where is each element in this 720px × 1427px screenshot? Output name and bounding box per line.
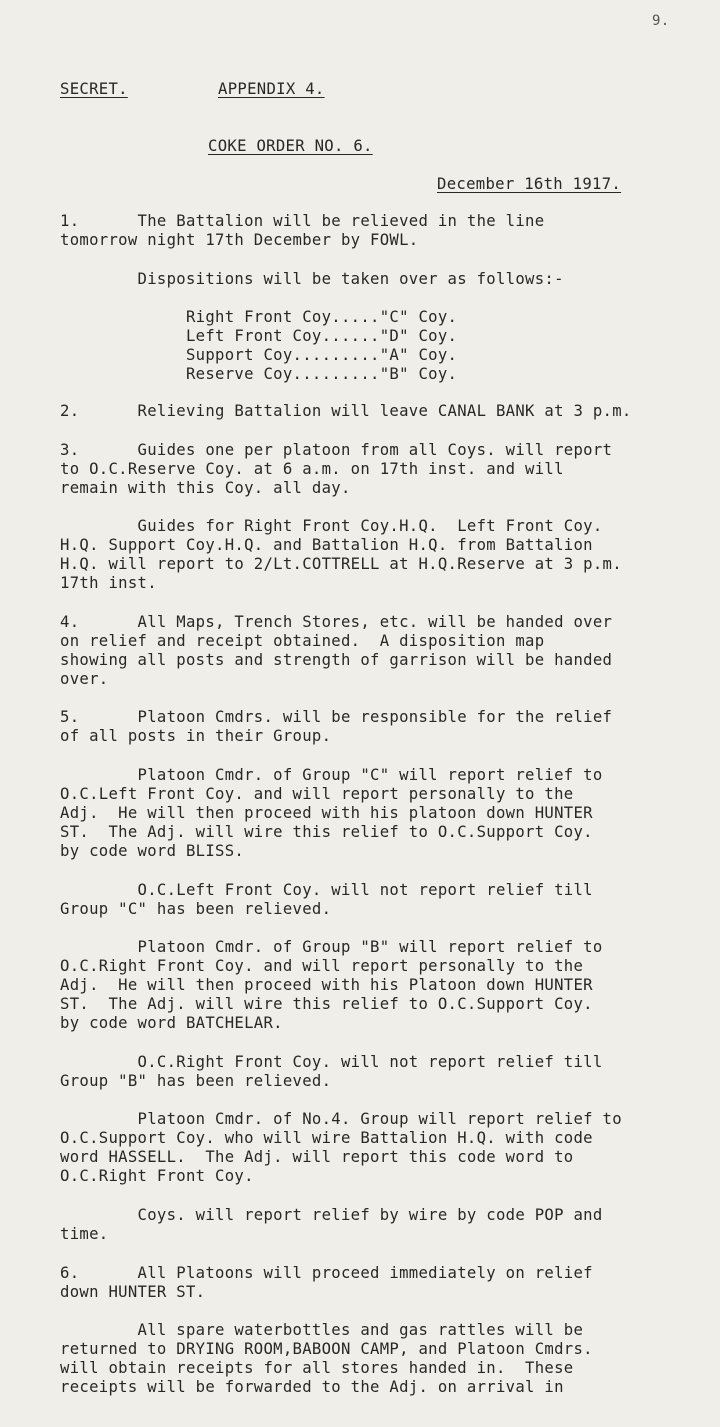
body-line: O.C.Support Coy. who will wire Battalion H.Q. with code (60, 1129, 593, 1147)
body-line: tomorrow night 17th December by FOWL. (60, 231, 419, 249)
body-line: 4. All Maps, Trench Stores, etc. will be handed over (60, 613, 613, 631)
body-line: O.C.Right Front Coy. (60, 1167, 254, 1185)
body-line: time. (60, 1225, 109, 1243)
body-line: receipts will be forwarded to the Adj. on arrival in (60, 1378, 564, 1396)
body-line: O.C.Right Front Coy. and will report personally to the (60, 957, 584, 975)
body-line: H.Q. will report to 2/Lt.COTTRELL at H.Q.Reserve at 3 p.m. (60, 555, 622, 573)
body-line: 3. Guides one per platoon from all Coys. will report (60, 441, 613, 459)
body-line: word HASSELL. The Adj. will report this code word to (60, 1148, 574, 1166)
body-line: Support Coy........."A" Coy. (60, 346, 458, 364)
body-line: O.C.Right Front Coy. will not report relief till (60, 1053, 603, 1071)
body-line: to O.C.Reserve Coy. at 6 a.m. on 17th inst. and will (60, 460, 564, 478)
body-line: of all posts in their Group. (60, 727, 332, 745)
body-line: Group "C" has been relieved. (60, 900, 332, 918)
body-line: ST. The Adj. will wire this relief to O.C.Support Coy. (60, 995, 593, 1013)
body-line: showing all posts and strength of garrison will be handed (60, 651, 613, 669)
body-line: 17th inst. (60, 574, 157, 592)
page-number: 9. (652, 13, 670, 29)
body-line: Platoon Cmdr. of Group "B" will report relief to (60, 938, 603, 956)
body-line: down HUNTER ST. (60, 1283, 206, 1301)
body-line: Adj. He will then proceed with his Platoon down HUNTER (60, 976, 593, 994)
document-title: COKE ORDER NO. 6. (208, 137, 373, 155)
body-line: Adj. He will then proceed with his platoon down HUNTER (60, 804, 593, 822)
body-line: returned to DRYING ROOM,BABOON CAMP, and Platoon Cmdrs. (60, 1340, 593, 1358)
body-line: Dispositions will be taken over as follows:- (60, 270, 564, 288)
body-line: by code word BLISS. (60, 842, 245, 860)
body-line: Platoon Cmdr. of No.4. Group will report relief to (60, 1110, 622, 1128)
body-line: Group "B" has been relieved. (60, 1072, 332, 1090)
body-line: Left Front Coy......"D" Coy. (60, 327, 458, 345)
body-line: 6. All Platoons will proceed immediately on relief (60, 1264, 593, 1282)
body-line: Platoon Cmdr. of Group "C" will report relief to (60, 766, 603, 784)
body-line: Guides for Right Front Coy.H.Q. Left Front Coy. (60, 517, 603, 535)
body-line: H.Q. Support Coy.H.Q. and Battalion H.Q. from Battalion (60, 536, 593, 554)
body-line: will obtain receipts for all stores handed in. These (60, 1359, 574, 1377)
body-line: ST. The Adj. will wire this relief to O.C.Support Coy. (60, 823, 593, 841)
body-line: on relief and receipt obtained. A disposition map (60, 632, 545, 650)
body-line: Coys. will report relief by wire by code POP and (60, 1206, 603, 1224)
appendix-heading: APPENDIX 4. (218, 80, 325, 98)
body-line: O.C.Left Front Coy. will not report relief till (60, 881, 593, 899)
body-line: 2. Relieving Battalion will leave CANAL BANK at 3 p.m. (60, 402, 632, 420)
body-line: by code word BATCHELAR. (60, 1014, 283, 1032)
body-line: All spare waterbottles and gas rattles will be (60, 1321, 584, 1339)
body-line: 1. The Battalion will be relieved in the line (60, 212, 545, 230)
body-line: over. (60, 670, 109, 688)
body-line: 5. Platoon Cmdrs. will be responsible for the relief (60, 708, 613, 726)
body-line: Reserve Coy........."B" Coy. (60, 365, 458, 383)
body-line: Right Front Coy....."C" Coy. (60, 308, 458, 326)
body-line: remain with this Coy. all day. (60, 479, 351, 497)
classification-heading: SECRET. (60, 80, 128, 98)
document-date: December 16th 1917. (437, 175, 622, 193)
body-line: O.C.Left Front Coy. and will report personally to the (60, 785, 574, 803)
